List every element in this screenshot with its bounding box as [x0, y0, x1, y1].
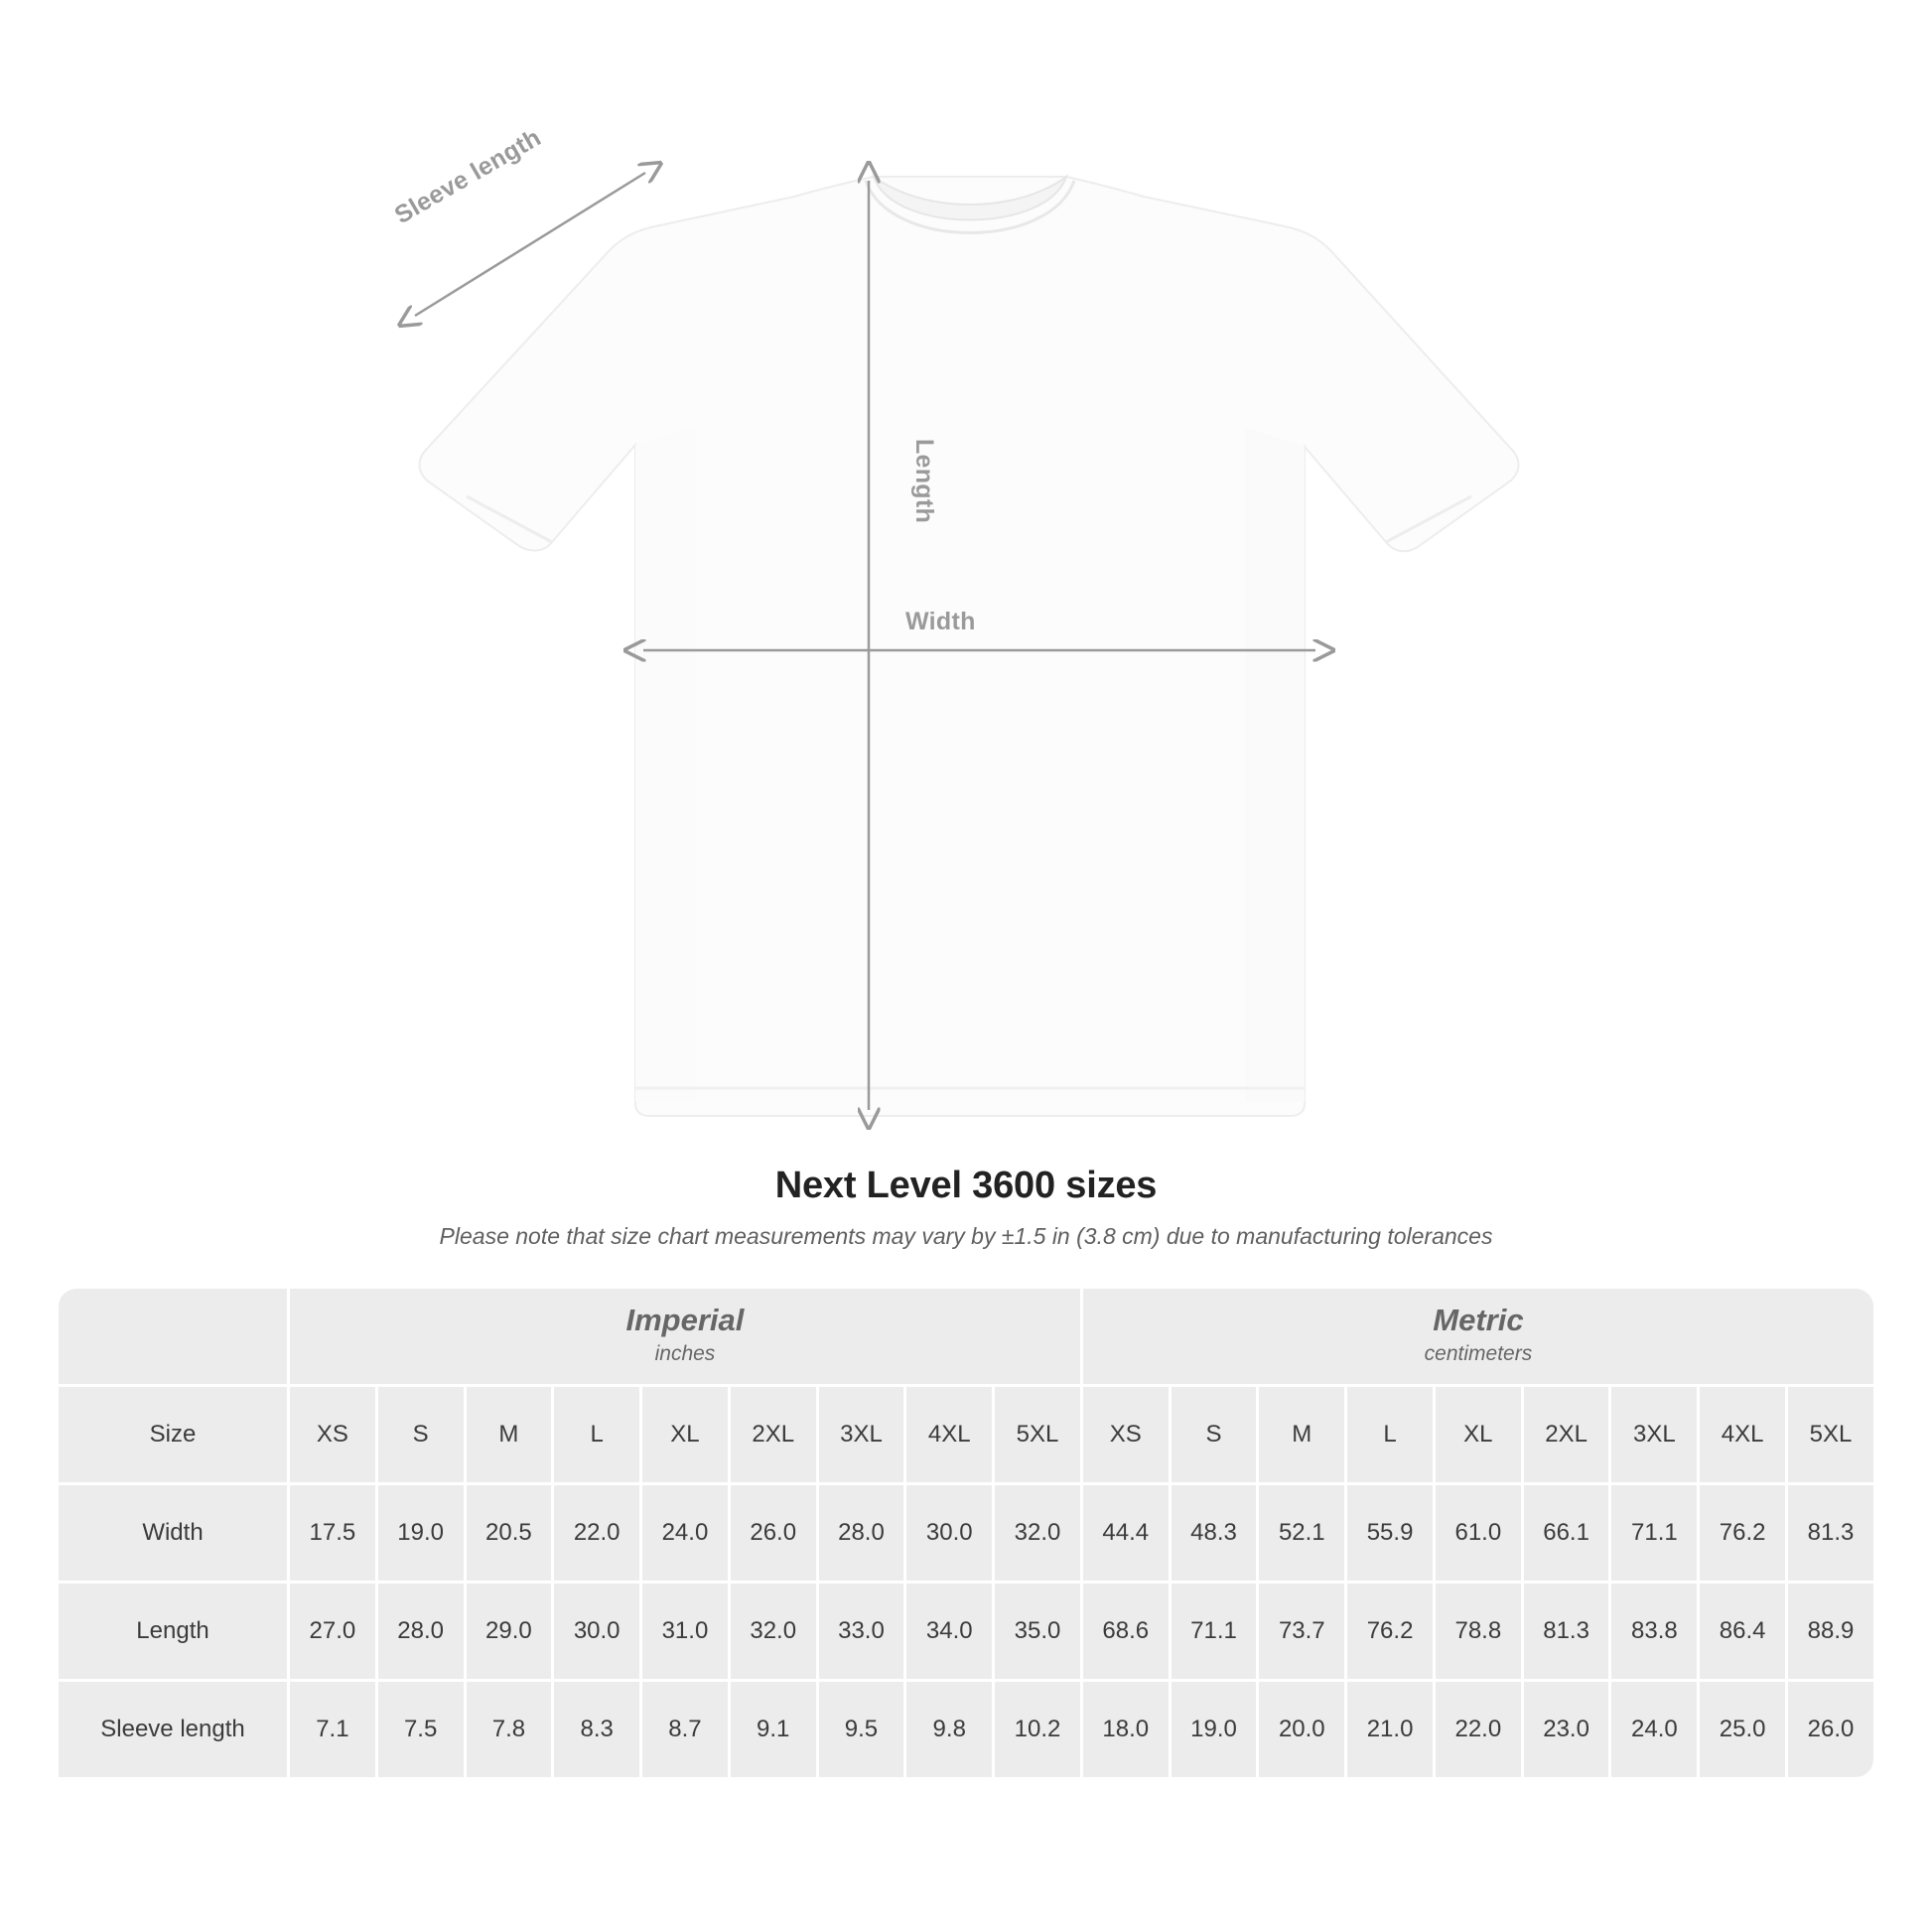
cell-length-metric-s: 71.1 [1172, 1584, 1257, 1679]
cell-width-metric-l: 55.9 [1347, 1485, 1433, 1581]
cell-sleeve-imperial-4xl: 9.8 [906, 1682, 992, 1777]
cell-sleeve-imperial-l: 8.3 [554, 1682, 639, 1777]
cell-sleeve-metric-m: 20.0 [1259, 1682, 1344, 1777]
cell-sleeve-imperial-xl: 8.7 [642, 1682, 728, 1777]
cell-width-metric-4xl: 76.2 [1700, 1485, 1785, 1581]
table-unit-header-row [59, 1289, 1873, 1384]
cell-width-imperial-5xl: 32.0 [995, 1485, 1080, 1581]
cell-sleeve-imperial-2xl: 9.1 [731, 1682, 816, 1777]
size-label: Size [59, 1387, 287, 1482]
col-head-metric-xl: XL [1436, 1387, 1521, 1482]
cell-sleeve-imperial-s: 7.5 [378, 1682, 464, 1777]
cell-length-metric-4xl: 86.4 [1700, 1584, 1785, 1679]
cell-length-imperial-m: 29.0 [467, 1584, 552, 1679]
col-head-imperial-5xl: 5XL [995, 1387, 1080, 1482]
cell-width-metric-s: 48.3 [1172, 1485, 1257, 1581]
cell-width-metric-xs: 44.4 [1083, 1485, 1169, 1581]
cell-width-metric-m: 52.1 [1259, 1485, 1344, 1581]
table-row [59, 1682, 1873, 1777]
cell-sleeve-imperial-3xl: 9.5 [819, 1682, 904, 1777]
col-head-metric-5xl: 5XL [1788, 1387, 1873, 1482]
col-head-imperial-4xl: 4XL [906, 1387, 992, 1482]
cell-width-imperial-m: 20.5 [467, 1485, 552, 1581]
cell-sleeve-metric-3xl: 24.0 [1611, 1682, 1697, 1777]
cell-sleeve-metric-s: 19.0 [1172, 1682, 1257, 1777]
cell-length-imperial-2xl: 32.0 [731, 1584, 816, 1679]
cell-length-imperial-l: 30.0 [554, 1584, 639, 1679]
unit-header-spacer [59, 1289, 287, 1384]
cell-sleeve-metric-xl: 22.0 [1436, 1682, 1521, 1777]
col-head-imperial-2xl: 2XL [731, 1387, 816, 1482]
table-row [59, 1485, 1873, 1581]
row-label-length: Length [59, 1584, 287, 1679]
row-label-sleeve-length: Sleeve length [59, 1682, 287, 1777]
cell-length-metric-xs: 68.6 [1083, 1584, 1169, 1679]
col-head-metric-l: L [1347, 1387, 1433, 1482]
cell-width-metric-xl: 61.0 [1436, 1485, 1521, 1581]
size-chart-table-wrapper [56, 1286, 1876, 1780]
col-head-metric-m: M [1259, 1387, 1344, 1482]
cell-length-imperial-xs: 27.0 [290, 1584, 375, 1679]
col-head-imperial-xl: XL [642, 1387, 728, 1482]
tolerance-note: Please note that size chart measurements may vary by ±1.5 in (3.8 cm) due to manufacturing tolerances [439, 1223, 1493, 1249]
col-head-imperial-m: M [467, 1387, 552, 1482]
cell-length-metric-3xl: 83.8 [1611, 1584, 1697, 1679]
cell-width-imperial-3xl: 28.0 [819, 1485, 904, 1581]
cell-length-metric-m: 73.7 [1259, 1584, 1344, 1679]
cell-sleeve-imperial-m: 7.8 [467, 1682, 552, 1777]
cell-width-imperial-s: 19.0 [378, 1485, 464, 1581]
width-label: Width [905, 608, 976, 635]
imperial-header-label: Imperial [625, 1303, 745, 1338]
cell-sleeve-metric-4xl: 25.0 [1700, 1682, 1785, 1777]
col-head-metric-3xl: 3XL [1611, 1387, 1697, 1482]
cell-sleeve-metric-2xl: 23.0 [1524, 1682, 1609, 1777]
col-head-metric-s: S [1172, 1387, 1257, 1482]
cell-length-metric-l: 76.2 [1347, 1584, 1433, 1679]
table-size-header-row [59, 1387, 1873, 1482]
cell-sleeve-metric-5xl: 26.0 [1788, 1682, 1873, 1777]
col-head-imperial-xs: XS [290, 1387, 375, 1482]
col-head-metric-2xl: 2XL [1524, 1387, 1609, 1482]
cell-length-imperial-s: 28.0 [378, 1584, 464, 1679]
row-label-width: Width [59, 1485, 287, 1581]
col-head-metric-xs: XS [1083, 1387, 1169, 1482]
cell-width-imperial-xs: 17.5 [290, 1485, 375, 1581]
imperial-header [290, 1289, 1080, 1384]
size-chart-table [56, 1286, 1876, 1780]
metric-header-sub: centimeters [1424, 1342, 1533, 1366]
cell-length-metric-5xl: 88.9 [1788, 1584, 1873, 1679]
cell-length-imperial-4xl: 34.0 [906, 1584, 992, 1679]
cell-width-imperial-l: 22.0 [554, 1485, 639, 1581]
cell-sleeve-imperial-5xl: 10.2 [995, 1682, 1080, 1777]
cell-width-imperial-4xl: 30.0 [906, 1485, 992, 1581]
col-head-imperial-s: S [378, 1387, 464, 1482]
cell-sleeve-imperial-xs: 7.1 [290, 1682, 375, 1777]
cell-width-metric-3xl: 71.1 [1611, 1485, 1697, 1581]
cell-length-metric-2xl: 81.3 [1524, 1584, 1609, 1679]
metric-header [1083, 1289, 1873, 1384]
table-row [59, 1584, 1873, 1679]
cell-width-metric-2xl: 66.1 [1524, 1485, 1609, 1581]
col-head-metric-4xl: 4XL [1700, 1387, 1785, 1482]
cell-width-imperial-xl: 24.0 [642, 1485, 728, 1581]
cell-sleeve-metric-xs: 18.0 [1083, 1682, 1169, 1777]
cell-length-metric-xl: 78.8 [1436, 1584, 1521, 1679]
metric-header-label: Metric [1433, 1303, 1524, 1338]
col-head-imperial-3xl: 3XL [819, 1387, 904, 1482]
title-block [0, 1165, 1932, 1250]
sleeve-length-label: Sleeve length [389, 123, 546, 230]
imperial-header-sub: inches [654, 1342, 716, 1366]
length-label: Length [910, 438, 939, 524]
cell-length-imperial-3xl: 33.0 [819, 1584, 904, 1679]
cell-width-imperial-2xl: 26.0 [731, 1485, 816, 1581]
page-title: Next Level 3600 sizes [774, 1165, 1158, 1206]
col-head-imperial-l: L [554, 1387, 639, 1482]
cell-length-imperial-5xl: 35.0 [995, 1584, 1080, 1679]
cell-length-imperial-xl: 31.0 [642, 1584, 728, 1679]
cell-sleeve-metric-l: 21.0 [1347, 1682, 1433, 1777]
cell-width-metric-5xl: 81.3 [1788, 1485, 1873, 1581]
